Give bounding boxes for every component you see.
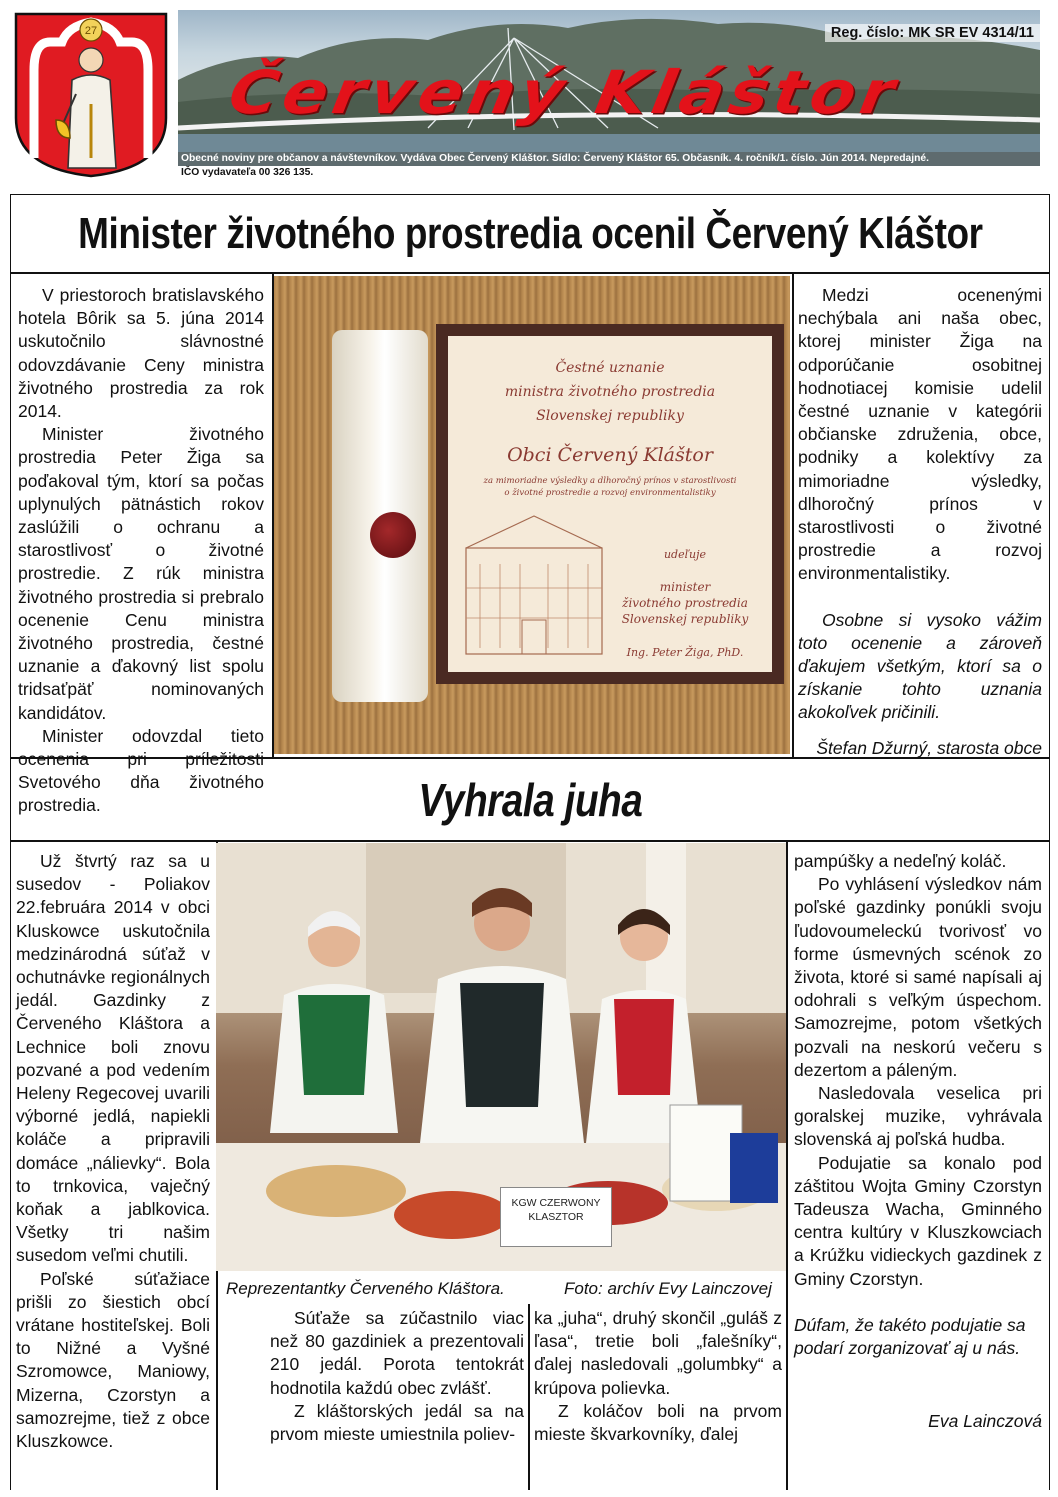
diploma-reason: za mimoriadne výsledky a dlhoročný prínos v starostlivosti — [483, 476, 737, 486]
article1-left-paragraph: Minister životného prostredia Peter Žiga sa poďakoval tým, ktorí sa počas uplynulých pätnástich rokov zaslúžili o ochranu a starostlivosť o životné prostredie. Z rúk ministra životného prostredia si prebralo ocenenie Cenu ministra životného prostredia, čestné uznanie a ďakovný list spolu tridsaťpäť nominovaných kandidátov. — [18, 424, 264, 723]
article2-signature: Eva Lainczová — [928, 1411, 1042, 1432]
article2-right-paragraph: Nasledovala veselica pri goralskej muzike, vyhrávala slovenská aj poľská hudba. — [794, 1083, 1042, 1150]
coat-of-arms-icon — [10, 8, 172, 180]
award-photo — [274, 276, 790, 754]
article2-right-column — [794, 850, 1042, 1433]
building-sketch-icon — [460, 508, 608, 658]
newspaper-title: Červený Kláštor — [223, 58, 905, 128]
article1-quote: Osobne si vysoko vážim toto ocenenie a zároveň ďakujem všetkým, ktorí sa o získanie tohto uznania akokoľvek pričinili. — [798, 609, 1042, 723]
masthead — [0, 0, 1058, 190]
diploma-line: Čestné uznanie — [555, 360, 665, 376]
article1-signature: Štefan Džurný, starosta obce — [816, 737, 1042, 758]
registration-number: Reg. číslo: MK SR EV 4314/11 — [825, 24, 1040, 42]
svg-text:27: 27 — [84, 25, 98, 37]
article2-left-paragraph: Poľské súťažiace prišli zo šiestich obcí vrátane hostiteľskej. Boli to Nižné a Vyšné Szromowce, Maniowy, Mizerna, Czorstyn a samozrejme, tiež z obce Kluszkowce. — [16, 1268, 210, 1452]
diploma-by: životného prostredia — [622, 596, 748, 610]
competition-sign — [500, 1187, 612, 1247]
article2-mid-right-paragraph: Z koláčov boli na prvom mieste škvarkovníky, ďalej — [534, 1400, 782, 1445]
article2-mid-right-paragraph: ka „juha“, druhý skončil „guláš z ľasa“, tretie boli „falešníky“, ďalej nasledovali „golumbky“ a krúpova polievka. — [534, 1308, 782, 1398]
photo-caption: Reprezentantky Červeného Kláštora. — [226, 1279, 505, 1298]
diploma-line: Slovenskej republiky — [536, 408, 684, 424]
photo-credit: Foto: archív Evy Lainczovej — [564, 1279, 772, 1298]
ico-text: IČO vydavateľa 00 326 135. — [181, 167, 314, 178]
article2-left-column — [16, 850, 210, 1453]
diploma — [436, 324, 784, 684]
article1-left-column — [18, 284, 264, 818]
article2-mid-left-paragraph: Z kláštorských jedál sa na prvom mieste umiestnila poliev- — [270, 1400, 524, 1445]
article2-headline-box — [10, 758, 1050, 842]
competition-sign-text: KGW CZERWONY KLASZTOR — [511, 1197, 601, 1223]
article2-right-paragraph: pampúšky a nedeľný koláč. — [794, 851, 1007, 871]
diploma-signer: Ing. Peter Žiga, PhD. — [626, 646, 744, 659]
article2-closing: Dúfam, že takéto podujatie sa podarí zorganizovať aj u nás. — [794, 1314, 1026, 1359]
article2-divider-right — [786, 840, 788, 1490]
diploma-reason: o životné prostredie a rozvoj environmentalistiky — [504, 488, 716, 498]
article1-divider-right — [792, 272, 794, 758]
article1-right-column — [798, 284, 1042, 760]
diploma-by: Slovenskej republiky — [621, 612, 749, 626]
article1-right-paragraph: Medzi ocenenými nechýbala ani naša obec, ktorej minister Žiga na odporúčanie osobitnej hodnotiacej komisie udelil čestné uznanie v kategórii občianske združenia, obce, podniky a kolektívy za mimoriadne výsledky, dlhoročný prínos v starostlivosti o životné prostredie a rozvoj environmentalistiky. — [798, 285, 1042, 584]
article2-divider-mid — [528, 1304, 530, 1490]
diploma-line: ministra životného prostredia — [504, 384, 716, 400]
article1-headline: Minister životného prostredia ocenil Červený Kláštor — [77, 209, 983, 258]
article2-left-paragraph: Už štvrtý raz sa u susedov - Poliakov 22.februára 2014 v obci Kluskowce uskutočnila medzinárodná súťaž v ochutnávke regionálnych jedál. Gazdinky z Červeného Kláštora a Lechnice boli znovu pozvané a pod vedením Heleny Regecovej uvarili výborné jedlá, napiekli koláče a pripravili domáce „nálievky“. Bola to trnkovica, vaječný koňak a jablkovica. Všetky tri našim susedom veľmi chutili. — [16, 851, 210, 1266]
diploma-recipient: Obci Červený Kláštor — [507, 444, 713, 466]
article1-left-paragraph: Minister odovzdal tieto ocenenia pri príležitosti Svetového dňa životného prostredia. — [18, 725, 264, 816]
article1-headline-box — [10, 194, 1050, 274]
diploma-by: minister — [659, 580, 711, 594]
article1-left-paragraph: V priestoroch bratislavského hotela Bôrik sa 5. júna 2014 uskutočnilo slávnostné odovzdávanie Ceny ministra životného prostredia za rok 2014. — [18, 285, 264, 422]
article2-mid-left-paragraph: Súťaže sa zúčastnilo viac než 80 gazdiniek a prezentovali 210 jedál. Porota tentokrát hodnotila každú obec zvlášť. — [270, 1308, 524, 1398]
cooks-photo — [216, 843, 786, 1271]
diploma-grants: udeľuje — [663, 548, 707, 561]
article2-headline: Vyhrala juha — [417, 774, 643, 826]
imprint-text: Obecné noviny pre občanov a návštevníkov. Vydáva Obec Červený Kláštor. Sídlo: Červený Kláštor 65. Občasník. 4. ročník/1. číslo. Jún 2014. Nepredajné. — [181, 153, 929, 164]
wax-seal-icon — [370, 512, 416, 558]
article2-right-paragraph: Po vyhlásení výsledkov nám poľské gazdinky ponúkli svoju ľudovoumeleckú tvorivosť vo forme úsmevných scénok zo života, ktoré si samé napísali aj odohrali s veľkým úspechom. Samozrejme, potom všetkých pozvali na neskorú večeru s dezertom a páleným. — [794, 874, 1042, 1080]
article2-right-paragraph: Podujatie sa konalo pod záštitou Wojta Gminy Czorstyn Tadeusza Wacha, Gminného centra kultúry v Kluszkowciach a Krúžku vidieckych gazdinek z Gminy Czorstyn. — [794, 1152, 1042, 1289]
article2-mid-right-column — [534, 1307, 782, 1446]
masthead-banner-photo — [178, 10, 1040, 152]
article2-mid-left-column — [270, 1307, 524, 1446]
